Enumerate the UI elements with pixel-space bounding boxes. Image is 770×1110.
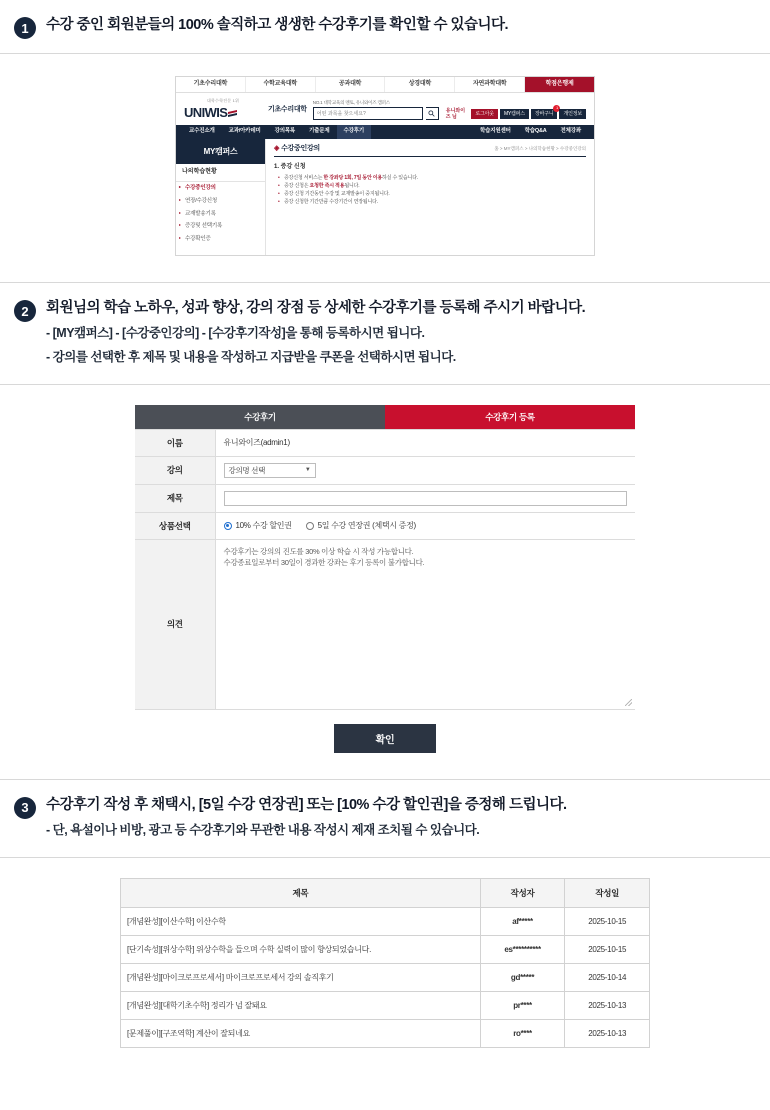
sidebar-item-current-lectures[interactable]: ▸ 수강중인강의	[176, 182, 265, 195]
top-nav-item-4[interactable]: 자연과학대학	[454, 77, 524, 92]
form-row-title	[135, 484, 635, 512]
cart-badge: 1	[553, 105, 560, 112]
divider-5	[0, 857, 770, 858]
product-radio-group[interactable]	[224, 520, 628, 531]
review-date: 2025-10-13	[565, 991, 650, 1019]
review-author: es**********	[480, 935, 565, 963]
lecture-select[interactable]	[224, 463, 316, 478]
gnb-item-reviews[interactable]: 수강후기	[337, 125, 371, 139]
step-1-heading	[14, 16, 756, 39]
form-row-name	[135, 429, 635, 456]
top-nav-item-0[interactable]: 기초수리대학	[193, 81, 228, 87]
logo-subtext: 대학수학전문 1위	[206, 98, 240, 104]
top-nav-item-3[interactable]: 상경대학	[384, 77, 454, 92]
content-bullet-3: • 증강 신청한 기간만큼 수강기간이 연장됩니다.	[278, 199, 586, 205]
profile-button[interactable]: 개인정보	[559, 109, 586, 119]
gnb-item-qna[interactable]: 학습Q&A	[524, 128, 547, 135]
top-nav-item-1[interactable]: 수학교육대학	[245, 77, 315, 92]
gnb-item-lectures[interactable]: 강의목록	[274, 128, 296, 135]
tab-review-register[interactable]: 수강후기 등록	[385, 405, 635, 429]
site-header-center	[313, 100, 586, 120]
logo-wordmark	[184, 105, 262, 121]
content-bullet-2: • 증강 신청 기간동안 수강 및 교재발송이 중지됩니다.	[278, 191, 586, 197]
review-form-table	[135, 429, 635, 710]
step-2-number: 2	[14, 300, 36, 322]
radio-discount-label: 10% 수강 할인권	[235, 521, 292, 531]
cart-button[interactable]	[531, 104, 558, 119]
table-row[interactable]	[121, 907, 650, 935]
step-3-block	[0, 780, 770, 843]
review-date: 2025-10-15	[565, 935, 650, 963]
radio-extension-dot-icon	[306, 522, 314, 530]
site-search-row	[313, 104, 586, 120]
top-nav-item-2[interactable]: 공과대학	[315, 77, 385, 92]
step-1-number: 1	[14, 17, 36, 39]
radio-extension-label: 5일 수강 연장권 (체택시 증정)	[317, 521, 416, 531]
column-date: 작성일	[565, 878, 650, 907]
user-greeting: 유니와이즈 님	[445, 107, 466, 120]
search-button[interactable]	[426, 107, 439, 120]
review-date: 2025-10-14	[565, 963, 650, 991]
label-title: 제목	[135, 484, 215, 512]
step-2-heading	[14, 299, 756, 322]
review-title[interactable]: [문제풀이][구조역학] 계산이 잘되네요	[121, 1019, 481, 1047]
step-2-block	[0, 283, 770, 370]
sidebar-item-certificate[interactable]: ▸ 수강확인증	[176, 233, 265, 246]
tab-review-list[interactable]: 수강후기	[135, 405, 385, 429]
review-list-head	[121, 878, 650, 907]
table-row[interactable]	[121, 963, 650, 991]
resize-handle-icon[interactable]	[625, 699, 632, 706]
step-2-sub-0: - [MY캠퍼스] - [수강중인강의] - [수강후기작성]을 통해 등록하시면 됩니다.	[46, 326, 425, 341]
review-author: ro****	[480, 1019, 565, 1047]
review-author: af*****	[480, 907, 565, 935]
content-title-text: 수강중인강의	[281, 144, 320, 152]
step-2-title: 회원님의 학습 노하우, 성과 향상, 강의 장점 등 상세한 수강후기를 등록해 주시기 바랍니다.	[46, 300, 586, 317]
search-input[interactable]: 어떤 과목을 찾으세요?	[313, 107, 423, 120]
lecture-select-value: 강의명 선택	[228, 465, 266, 475]
content-section-title: 1. 증강 신청	[274, 163, 306, 170]
top-nav-item-5[interactable]: 학점은행제	[524, 77, 594, 92]
label-opinion: 의견	[135, 539, 215, 709]
screenshot-review-form	[135, 405, 635, 753]
step-3-number: 3	[14, 797, 36, 819]
opinion-textarea[interactable]	[215, 539, 635, 709]
content-header	[274, 145, 586, 157]
step-2-sub-1: - 강의를 선택한 후 제목 및 내용을 작성하고 지급받을 쿠폰을 선택하시면 됩니다.	[46, 350, 456, 365]
radio-discount-dot-icon	[224, 522, 232, 530]
site-mock	[175, 76, 595, 256]
content-bullet-0: • 증강신청 서비스는 한 강좌당 1회, 7일 동안 이용하실 수 있습니다.	[278, 175, 586, 181]
breadcrumb: 홈 > MY캠퍼스 > 나의학습현황 > 수강중인강의	[494, 146, 586, 152]
column-title: 제목	[121, 878, 481, 907]
site-slogan: NO.1 대학교육의 멘토, 유니와이즈 캠퍼스	[312, 99, 390, 105]
radio-extension-option[interactable]	[306, 520, 416, 531]
divider-1	[0, 53, 770, 54]
chevron-down-icon: ▼	[304, 467, 311, 474]
review-title[interactable]: [개념완성][이산수학] 이산수학	[121, 907, 481, 935]
label-lecture: 강의	[135, 456, 215, 484]
form-row-product	[135, 512, 635, 539]
content-title	[274, 145, 320, 153]
title-input[interactable]	[224, 491, 628, 506]
step-3-sub-0: - 단, 욕설이나 비방, 광고 등 수강후기와 무관한 내용 작성시 제재 조치될 수 있습니다.	[46, 822, 480, 837]
gnb-item-professors[interactable]: 교수진소개	[189, 128, 215, 135]
cart-label: 장바구니	[534, 110, 554, 117]
site-header	[176, 93, 594, 124]
sidebar-item-selection-history[interactable]: ▸ 증강및 선택기록	[176, 220, 265, 233]
content-title-marker-icon: ◈	[274, 144, 280, 152]
value-name: 유니와이즈(admin1)	[215, 429, 635, 456]
site-body	[176, 139, 594, 256]
confirm-button[interactable]: 확인	[334, 724, 437, 753]
opinion-note-line-2: 수강종료일로부터 30일이 경과한 강좌는 후기 등록이 불가합니다.	[223, 558, 425, 568]
logo-tagline: 기초수리대학	[268, 105, 307, 113]
cell-title	[215, 484, 635, 512]
form-row-lecture	[135, 456, 635, 484]
sidebar-item-extension[interactable]: ▸ 연장/수강신청	[176, 195, 265, 208]
radio-discount-option[interactable]	[224, 520, 292, 531]
gnb-item-past-exams[interactable]: 기출문제	[309, 128, 330, 135]
site-global-nav[interactable]	[176, 125, 594, 139]
mycampus-button[interactable]: MY캠퍼스	[500, 109, 529, 119]
sidebar-title: MY캠퍼스	[176, 139, 265, 165]
site-sidebar	[176, 139, 266, 256]
gnb-item-support[interactable]: 학습지원센터	[480, 128, 511, 135]
logout-button[interactable]: 로그아웃	[471, 109, 498, 119]
form-tabs[interactable]	[135, 405, 635, 429]
screenshot-review-list	[120, 878, 650, 1048]
table-row[interactable]	[121, 991, 650, 1019]
logo-text: UNIWIS	[184, 104, 228, 120]
site-top-nav[interactable]	[176, 77, 594, 93]
search-icon	[428, 110, 435, 117]
cell-lecture	[215, 456, 635, 484]
gnb-item-academy[interactable]: 교과/아카데미	[228, 128, 261, 135]
review-author: pr****	[480, 991, 565, 1019]
table-row[interactable]	[121, 935, 650, 963]
site-content	[266, 139, 594, 256]
review-author: gd*****	[480, 963, 565, 991]
review-list-header-row	[121, 878, 650, 907]
step-3-title: 수강후기 작성 후 채택시, [5일 수강 연장권] 또는 [10% 수강 할인권]을 증정해 드립니다.	[46, 796, 567, 813]
header-buttons	[471, 104, 586, 119]
screenshot-campus-site	[175, 76, 595, 256]
label-name: 이름	[135, 429, 215, 456]
logo-swoosh-icon	[228, 110, 238, 118]
form-row-opinion	[135, 539, 635, 709]
step-3-heading	[14, 796, 756, 819]
divider-3	[0, 384, 770, 385]
review-list-body	[121, 907, 650, 1047]
cell-product	[215, 512, 635, 539]
site-logo[interactable]	[184, 99, 262, 120]
gnb-item-all-courses[interactable]: 전체강좌	[560, 128, 581, 135]
sidebar-section-label: 나의학습현황	[176, 164, 265, 182]
column-author: 작성자	[480, 878, 565, 907]
content-bullet-1: • 증강 신청은 요청한 즉시 적용됩니다.	[278, 183, 586, 189]
table-row[interactable]	[121, 1019, 650, 1047]
step-1-title: 수강 중인 회원분들의 100% 솔직하고 생생한 수강후기를 확인할 수 있습니다.	[46, 17, 509, 33]
step-1-block	[0, 0, 770, 39]
review-title[interactable]: [단기속성][위상수학] 위상수학을 들으며 수학 실력이 많이 향상되었습니다.	[121, 935, 481, 963]
review-title[interactable]: [개념완성][대학기초수학] 정리가 넘 잘돼요	[121, 991, 481, 1019]
label-product: 상품선택	[135, 512, 215, 539]
opinion-note-line-1: 수강후기는 강의의 진도를 30% 이상 학습 시 작성 가능합니다.	[223, 546, 414, 556]
sidebar-item-textbook-history[interactable]: ▸ 교재발송기록	[176, 208, 265, 221]
review-date: 2025-10-13	[565, 1019, 650, 1047]
review-date: 2025-10-15	[565, 907, 650, 935]
review-title[interactable]: [개념완성][마이크로프로세서] 마이크로프로세서 강의 솔직후기	[121, 963, 481, 991]
review-list-table	[120, 878, 650, 1048]
confirm-button-wrap	[135, 724, 635, 753]
